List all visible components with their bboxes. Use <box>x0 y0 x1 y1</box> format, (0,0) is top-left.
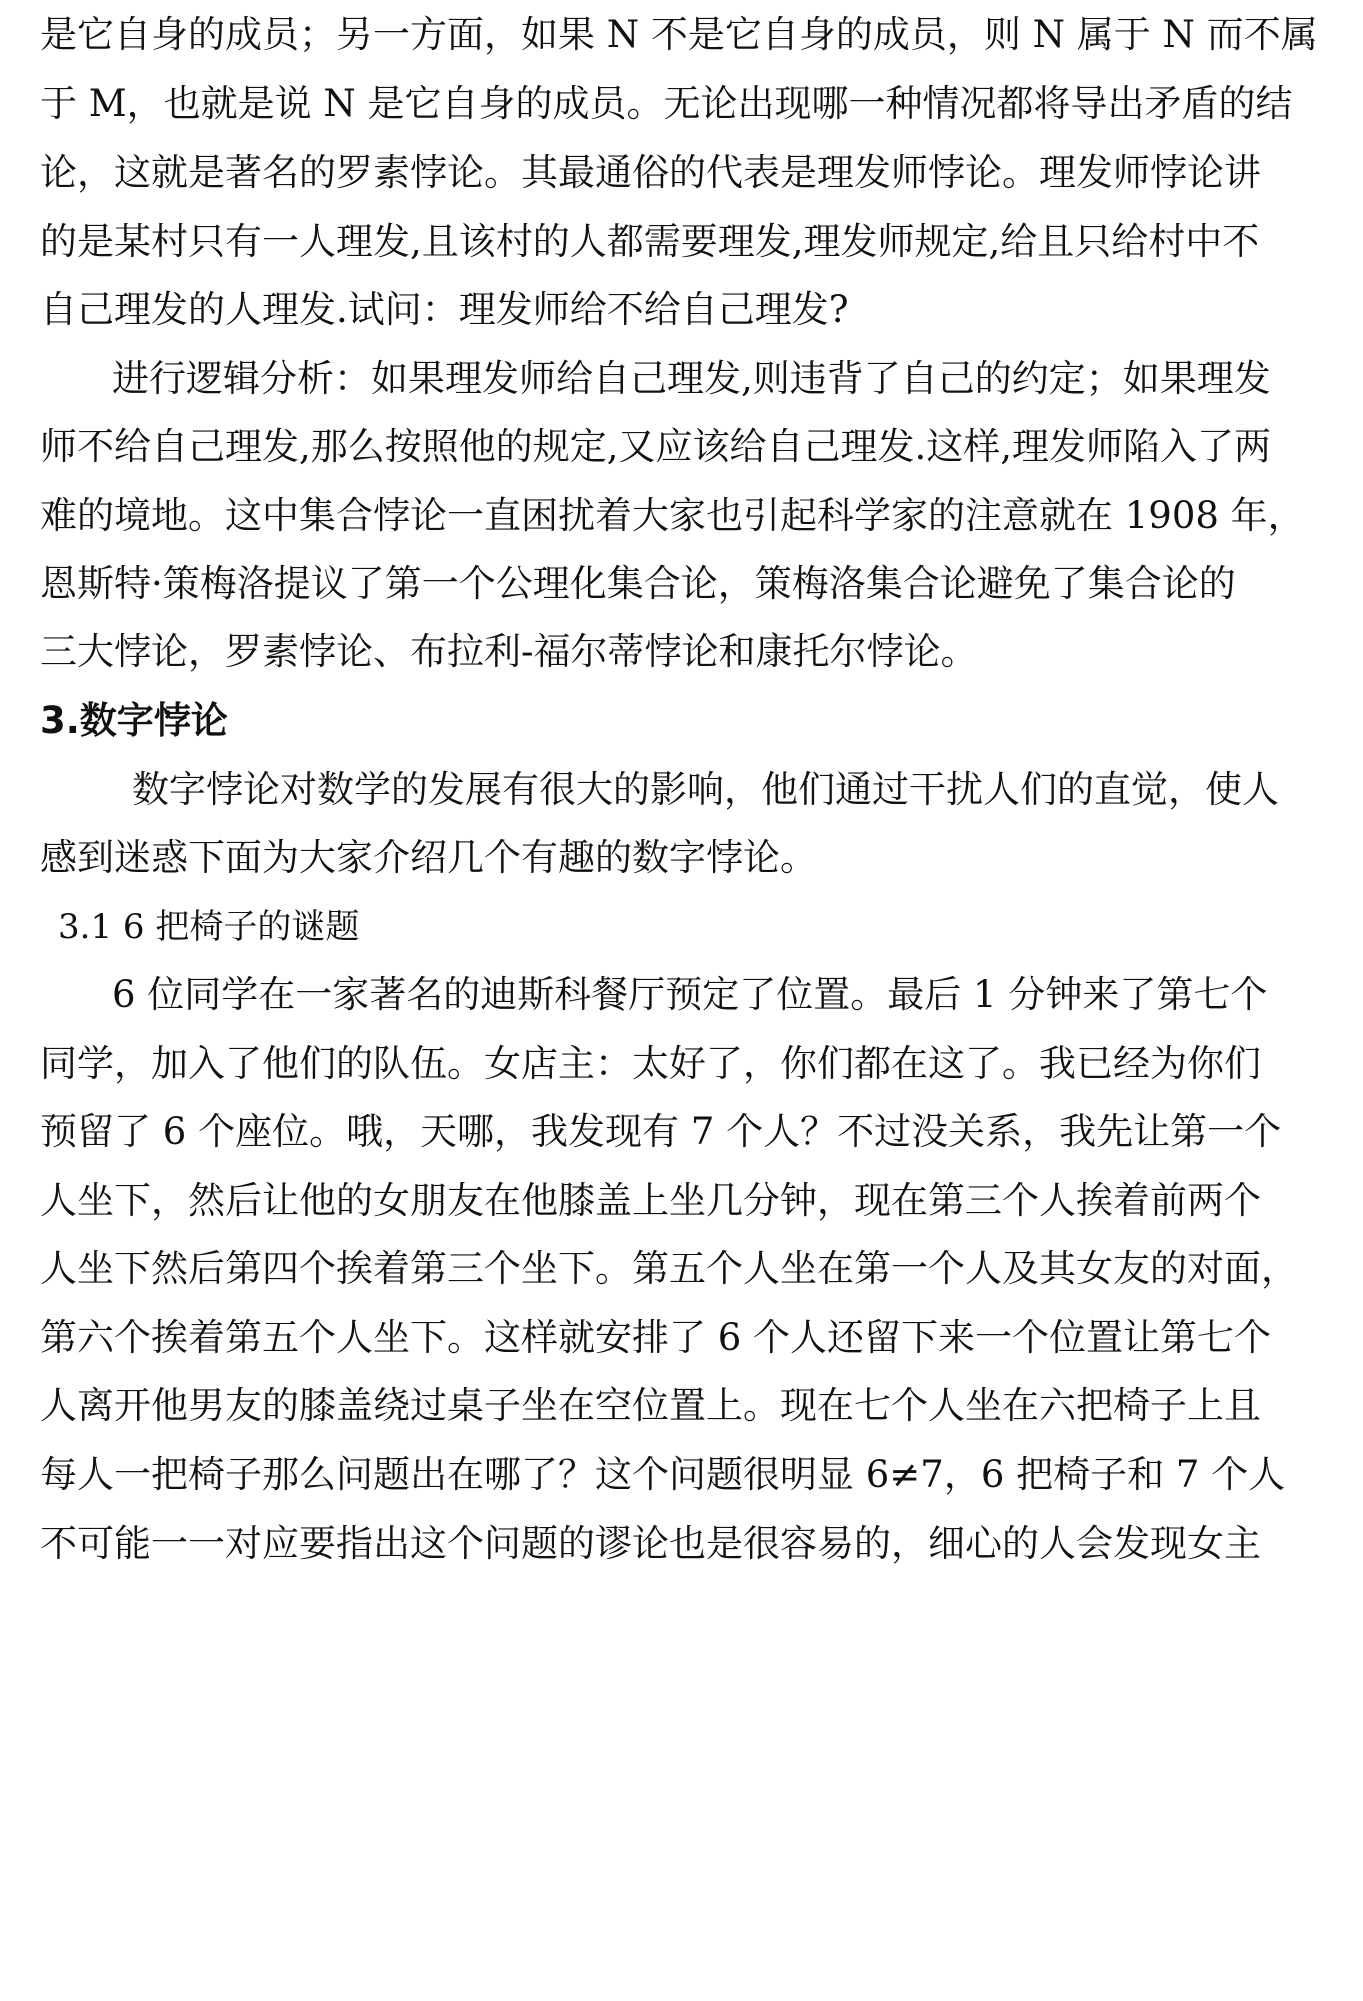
paragraph-4-line-1: 6 位同学在一家著名的迪斯科餐厅预定了位置。最后 1 分钟来了第七个 <box>112 973 1268 1016</box>
paragraph-4-line-9: 不可能一一对应要指出这个问题的谬论也是很容易的，细心的人会发现女主 <box>40 1522 1261 1565</box>
paragraph-4-line-3: 预留了 6 个座位。哦，天哪，我发现有 7 个人？不过没关系，我先让第一个 <box>40 1110 1282 1153</box>
paragraph-1-line-4: 的是某村只有一人理发,且该村的人都需要理发,理发师规定,给且只给村中不 <box>40 220 1260 263</box>
subsection-heading: 3.1 6 把椅子的谜题 <box>58 907 360 947</box>
paragraph-2-line-2: 师不给自己理发,那么按照他的规定,又应该给自己理发.这样,理发师陷入了两 <box>40 425 1272 468</box>
paragraph-1-line-5: 自己理发的人理发.试问：理发师给不给自己理发? <box>40 288 849 331</box>
paragraph-1-line-2: 于 M，也就是说 N 是它自身的成员。无论出现哪一种情况都将导出矛盾的结 <box>40 82 1293 125</box>
paragraph-2-line-4: 恩斯特·策梅洛提议了第一个公理化集合论，策梅洛集合论避免了集合论的 <box>40 562 1236 605</box>
paragraph-4-line-5: 人坐下然后第四个挨着第三个坐下。第五个人坐在第一个人及其女友的对面， <box>40 1247 1298 1290</box>
paragraph-3-line-1: 数字悖论对数学的发展有很大的影响，他们通过干扰人们的直觉，使人 <box>132 768 1279 811</box>
paragraph-1-line-1: 是它自身的成员；另一方面，如果 N 不是它自身的成员，则 N 属于 N 而不属 <box>40 13 1318 56</box>
paragraph-4-line-7: 人离开他男友的膝盖绕过桌子坐在空位置上。现在七个人坐在六把椅子上且 <box>40 1384 1261 1427</box>
paragraph-1-line-3: 论，这就是著名的罗素悖论。其最通俗的代表是理发师悖论。理发师悖论讲 <box>40 151 1261 194</box>
paragraph-4-line-6: 第六个挨着第五个人坐下。这样就安排了 6 个人还留下来一个位置让第七个 <box>40 1316 1272 1359</box>
section-heading: 3.数字悖论 <box>40 699 228 742</box>
paragraph-2-line-5: 三大悖论，罗素悖论、布拉利-福尔蒂悖论和康托尔悖论。 <box>40 630 978 673</box>
paragraph-2-line-1: 进行逻辑分析：如果理发师给自己理发,则违背了自己的约定；如果理发 <box>112 357 1271 400</box>
paragraph-3-line-2: 感到迷惑下面为大家介绍几个有趣的数字悖论。 <box>40 836 817 879</box>
paragraph-4-line-4: 人坐下，然后让他的女朋友在他膝盖上坐几分钟，现在第三个人挨着前两个 <box>40 1179 1261 1222</box>
paragraph-4-line-8: 每人一把椅子那么问题出在哪了？这个问题很明显 6≠7，6 把椅子和 7 个人 <box>40 1453 1286 1496</box>
paragraph-2-line-3: 难的境地。这中集合悖论一直困扰着大家也引起科学家的注意就在 1908 年， <box>40 494 1305 537</box>
paragraph-4-line-2: 同学，加入了他们的队伍。女店主：太好了，你们都在这了。我已经为你们 <box>40 1042 1261 1085</box>
